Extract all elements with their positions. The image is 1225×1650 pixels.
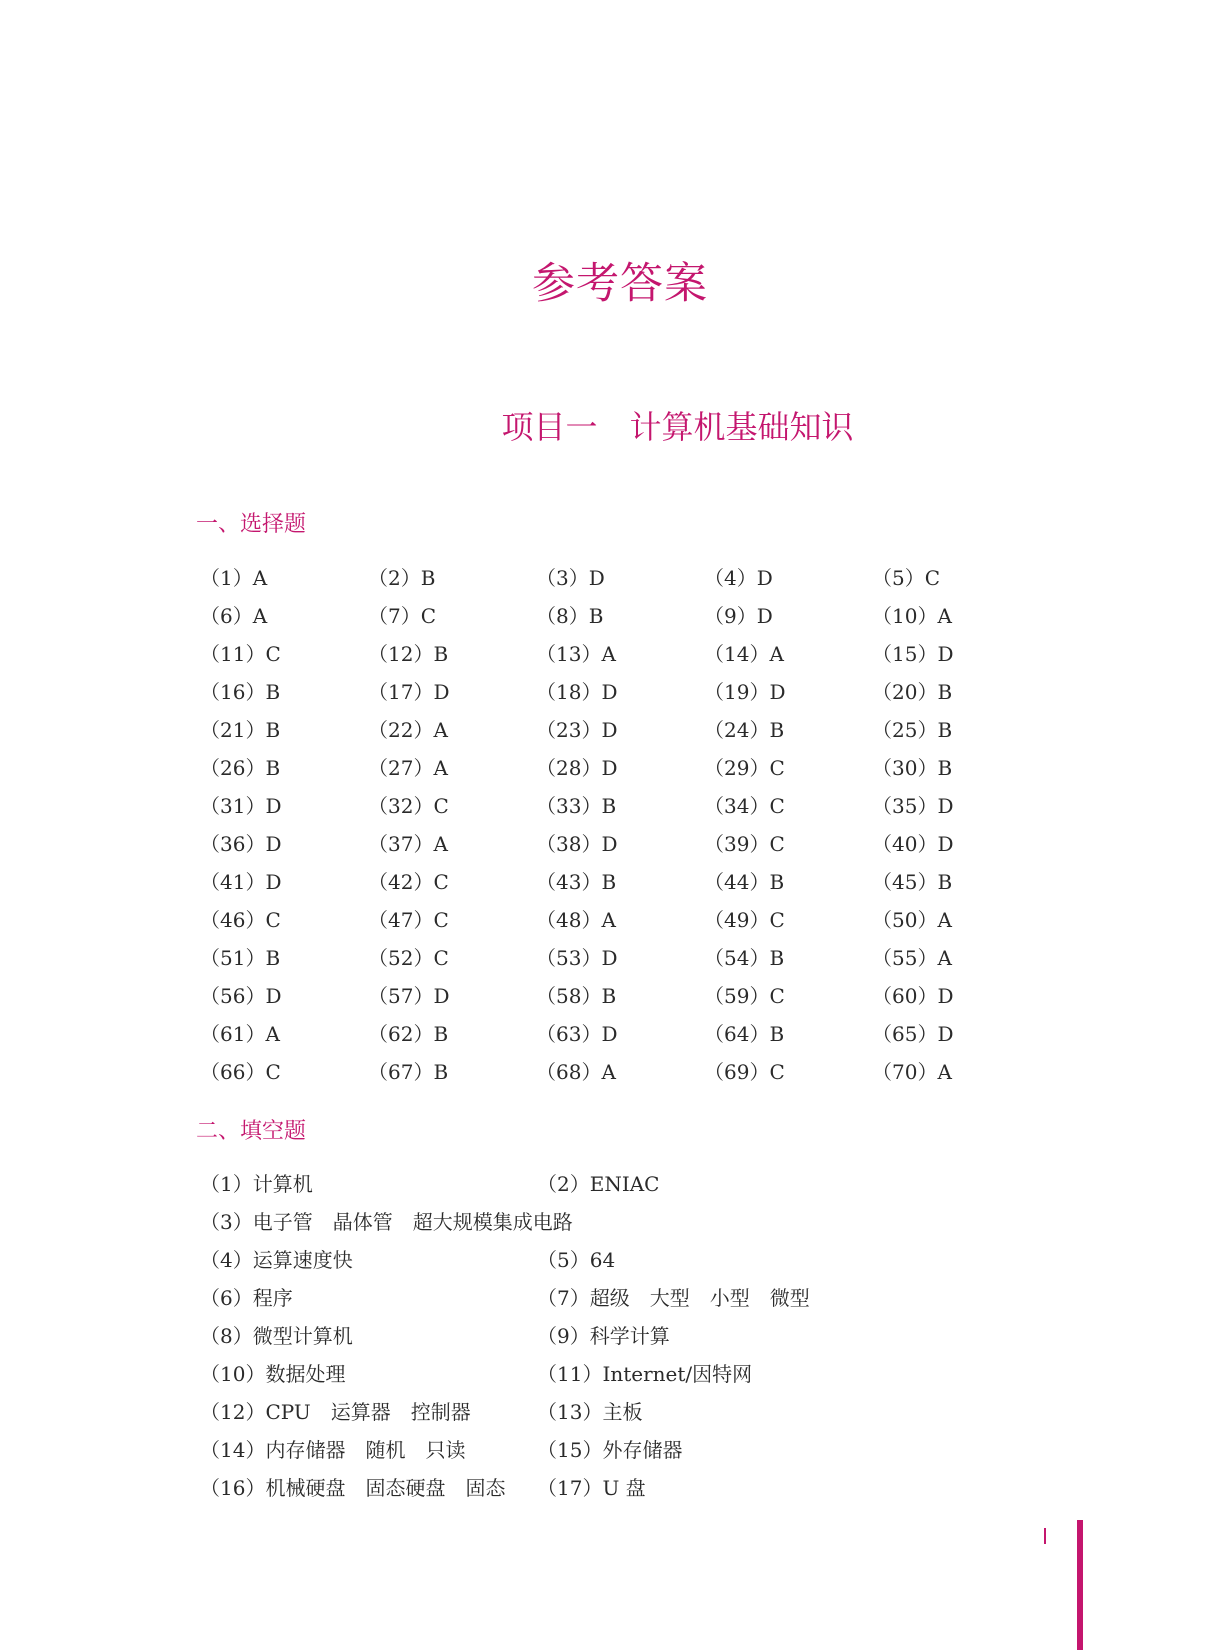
fill-answer-right: （2）ENIAC: [537, 1172, 660, 1196]
chapter-title: 项目一 计算机基础知识: [501, 408, 854, 446]
choice-answer: （36）D: [200, 832, 282, 856]
choice-answer: （18）D: [536, 680, 618, 704]
choice-answer: （66）C: [200, 1060, 281, 1084]
choice-answer: （28）D: [536, 756, 618, 780]
choice-answer: （62）B: [368, 1022, 449, 1046]
choice-answer: （44）B: [704, 870, 785, 894]
fill-answer-left: （10）数据处理: [200, 1362, 346, 1386]
fill-answers-list: [200, 1172, 1000, 1514]
choice-answer: （50）A: [872, 908, 952, 932]
choice-answer: （38）D: [536, 832, 618, 856]
choice-answer: （11）C: [200, 642, 281, 666]
choice-answer: （61）A: [200, 1022, 280, 1046]
choice-answer: （65）D: [872, 1022, 954, 1046]
choice-answer: （8）B: [536, 604, 604, 628]
choice-answer: （46）C: [200, 908, 281, 932]
fill-answer-row: [200, 1362, 1000, 1400]
choice-answer: （51）B: [200, 946, 281, 970]
choice-answer: （70）A: [872, 1060, 952, 1084]
fill-answer-row: [200, 1172, 1000, 1210]
fill-answer-left: （14）内存储器 随机 只读: [200, 1438, 466, 1462]
choice-answer: （24）B: [704, 718, 785, 742]
choice-answer: （40）D: [872, 832, 954, 856]
choice-answer: （68）A: [536, 1060, 616, 1084]
page-edge-bar: [1077, 1520, 1083, 1650]
fill-answer-left: （4）运算速度快: [200, 1248, 353, 1272]
choice-answer: （29）C: [704, 756, 785, 780]
choice-answer: （64）B: [704, 1022, 785, 1046]
choice-answer: （55）A: [872, 946, 952, 970]
choice-answer: （47）C: [368, 908, 449, 932]
choice-answer: （6）A: [200, 604, 268, 628]
fill-answer-right: （17）U 盘: [537, 1476, 646, 1500]
choice-answer: （32）C: [368, 794, 449, 818]
choice-answer: （39）C: [704, 832, 785, 856]
page-title: 参考答案: [532, 259, 708, 309]
choice-answer: （33）B: [536, 794, 617, 818]
choice-answer: （30）B: [872, 756, 953, 780]
fill-answer-left: （8）微型计算机: [200, 1324, 353, 1348]
choice-answer: （45）B: [872, 870, 953, 894]
choice-answer: （54）B: [704, 946, 785, 970]
choice-answer: （9）D: [704, 604, 773, 628]
fill-answer-left: （12）CPU 运算器 控制器: [200, 1400, 471, 1424]
fill-answer-right: （9）科学计算: [537, 1324, 670, 1348]
fill-answer-row: [200, 1400, 1000, 1438]
fill-answer-row: [200, 1324, 1000, 1362]
choice-answer: （27）A: [368, 756, 448, 780]
choice-answer: （52）C: [368, 946, 449, 970]
choice-answer: （31）D: [200, 794, 282, 818]
choice-answers-grid: [200, 566, 1060, 1098]
fill-answer-left: （6）程序: [200, 1286, 293, 1310]
choice-answer: （56）D: [200, 984, 282, 1008]
fill-answer-right: （11）Internet/因特网: [537, 1362, 753, 1386]
section-heading-choice: 一、选择题: [196, 512, 307, 537]
choice-answer: （60）D: [872, 984, 954, 1008]
fill-answer-row: [200, 1476, 1000, 1514]
fill-answer-left: （1）计算机: [200, 1172, 313, 1196]
choice-answer: （42）C: [368, 870, 449, 894]
choice-answer: （34）C: [704, 794, 785, 818]
choice-answer: （4）D: [704, 566, 773, 590]
choice-answer: （13）A: [536, 642, 616, 666]
section-heading-fill: 二、填空题: [196, 1119, 307, 1144]
fill-answer-left: （3）电子管 晶体管 超大规模集成电路: [200, 1210, 573, 1234]
choice-answer: （25）B: [872, 718, 953, 742]
choice-answer: （26）B: [200, 756, 281, 780]
choice-answer: （43）B: [536, 870, 617, 894]
fill-answer-row: [200, 1210, 1000, 1248]
choice-answer: （15）D: [872, 642, 954, 666]
fill-answer-right: （5）64: [537, 1248, 616, 1272]
fill-answer-left: （16）机械硬盘 固态硬盘 固态: [200, 1476, 506, 1500]
choice-answer: （48）A: [536, 908, 616, 932]
choice-answer: （22）A: [368, 718, 448, 742]
choice-answer: （69）C: [704, 1060, 785, 1084]
choice-answer: （1）A: [200, 566, 268, 590]
fill-answer-row: [200, 1438, 1000, 1476]
choice-answer: （16）B: [200, 680, 281, 704]
choice-answer: （5）C: [872, 566, 941, 590]
choice-answer: （53）D: [536, 946, 618, 970]
choice-answer: （63）D: [536, 1022, 618, 1046]
choice-answer: （21）B: [200, 718, 281, 742]
choice-answer: （23）D: [536, 718, 618, 742]
choice-answer: （7）C: [368, 604, 437, 628]
choice-answer: （10）A: [872, 604, 952, 628]
choice-answer: （57）D: [368, 984, 450, 1008]
choice-answer: （3）D: [536, 566, 605, 590]
choice-answer: （49）C: [704, 908, 785, 932]
choice-answer: （59）C: [704, 984, 785, 1008]
page-number-mark: [1044, 1528, 1046, 1544]
fill-answer-row: [200, 1248, 1000, 1286]
choice-answer: （19）D: [704, 680, 786, 704]
fill-answer-right: （7）超级 大型 小型 微型: [537, 1286, 810, 1310]
choice-answer: （2）B: [368, 566, 436, 590]
fill-answer-right: （13）主板: [537, 1400, 643, 1424]
choice-answer: （58）B: [536, 984, 617, 1008]
choice-answer: （37）A: [368, 832, 448, 856]
choice-answer: （12）B: [368, 642, 449, 666]
fill-answer-right: （15）外存储器: [537, 1438, 683, 1462]
choice-answer: （20）B: [872, 680, 953, 704]
choice-answer: （14）A: [704, 642, 784, 666]
choice-answer: （41）D: [200, 870, 282, 894]
fill-answer-row: [200, 1286, 1000, 1324]
choice-answer: （35）D: [872, 794, 954, 818]
choice-answer: （17）D: [368, 680, 450, 704]
choice-answer: （67）B: [368, 1060, 449, 1084]
